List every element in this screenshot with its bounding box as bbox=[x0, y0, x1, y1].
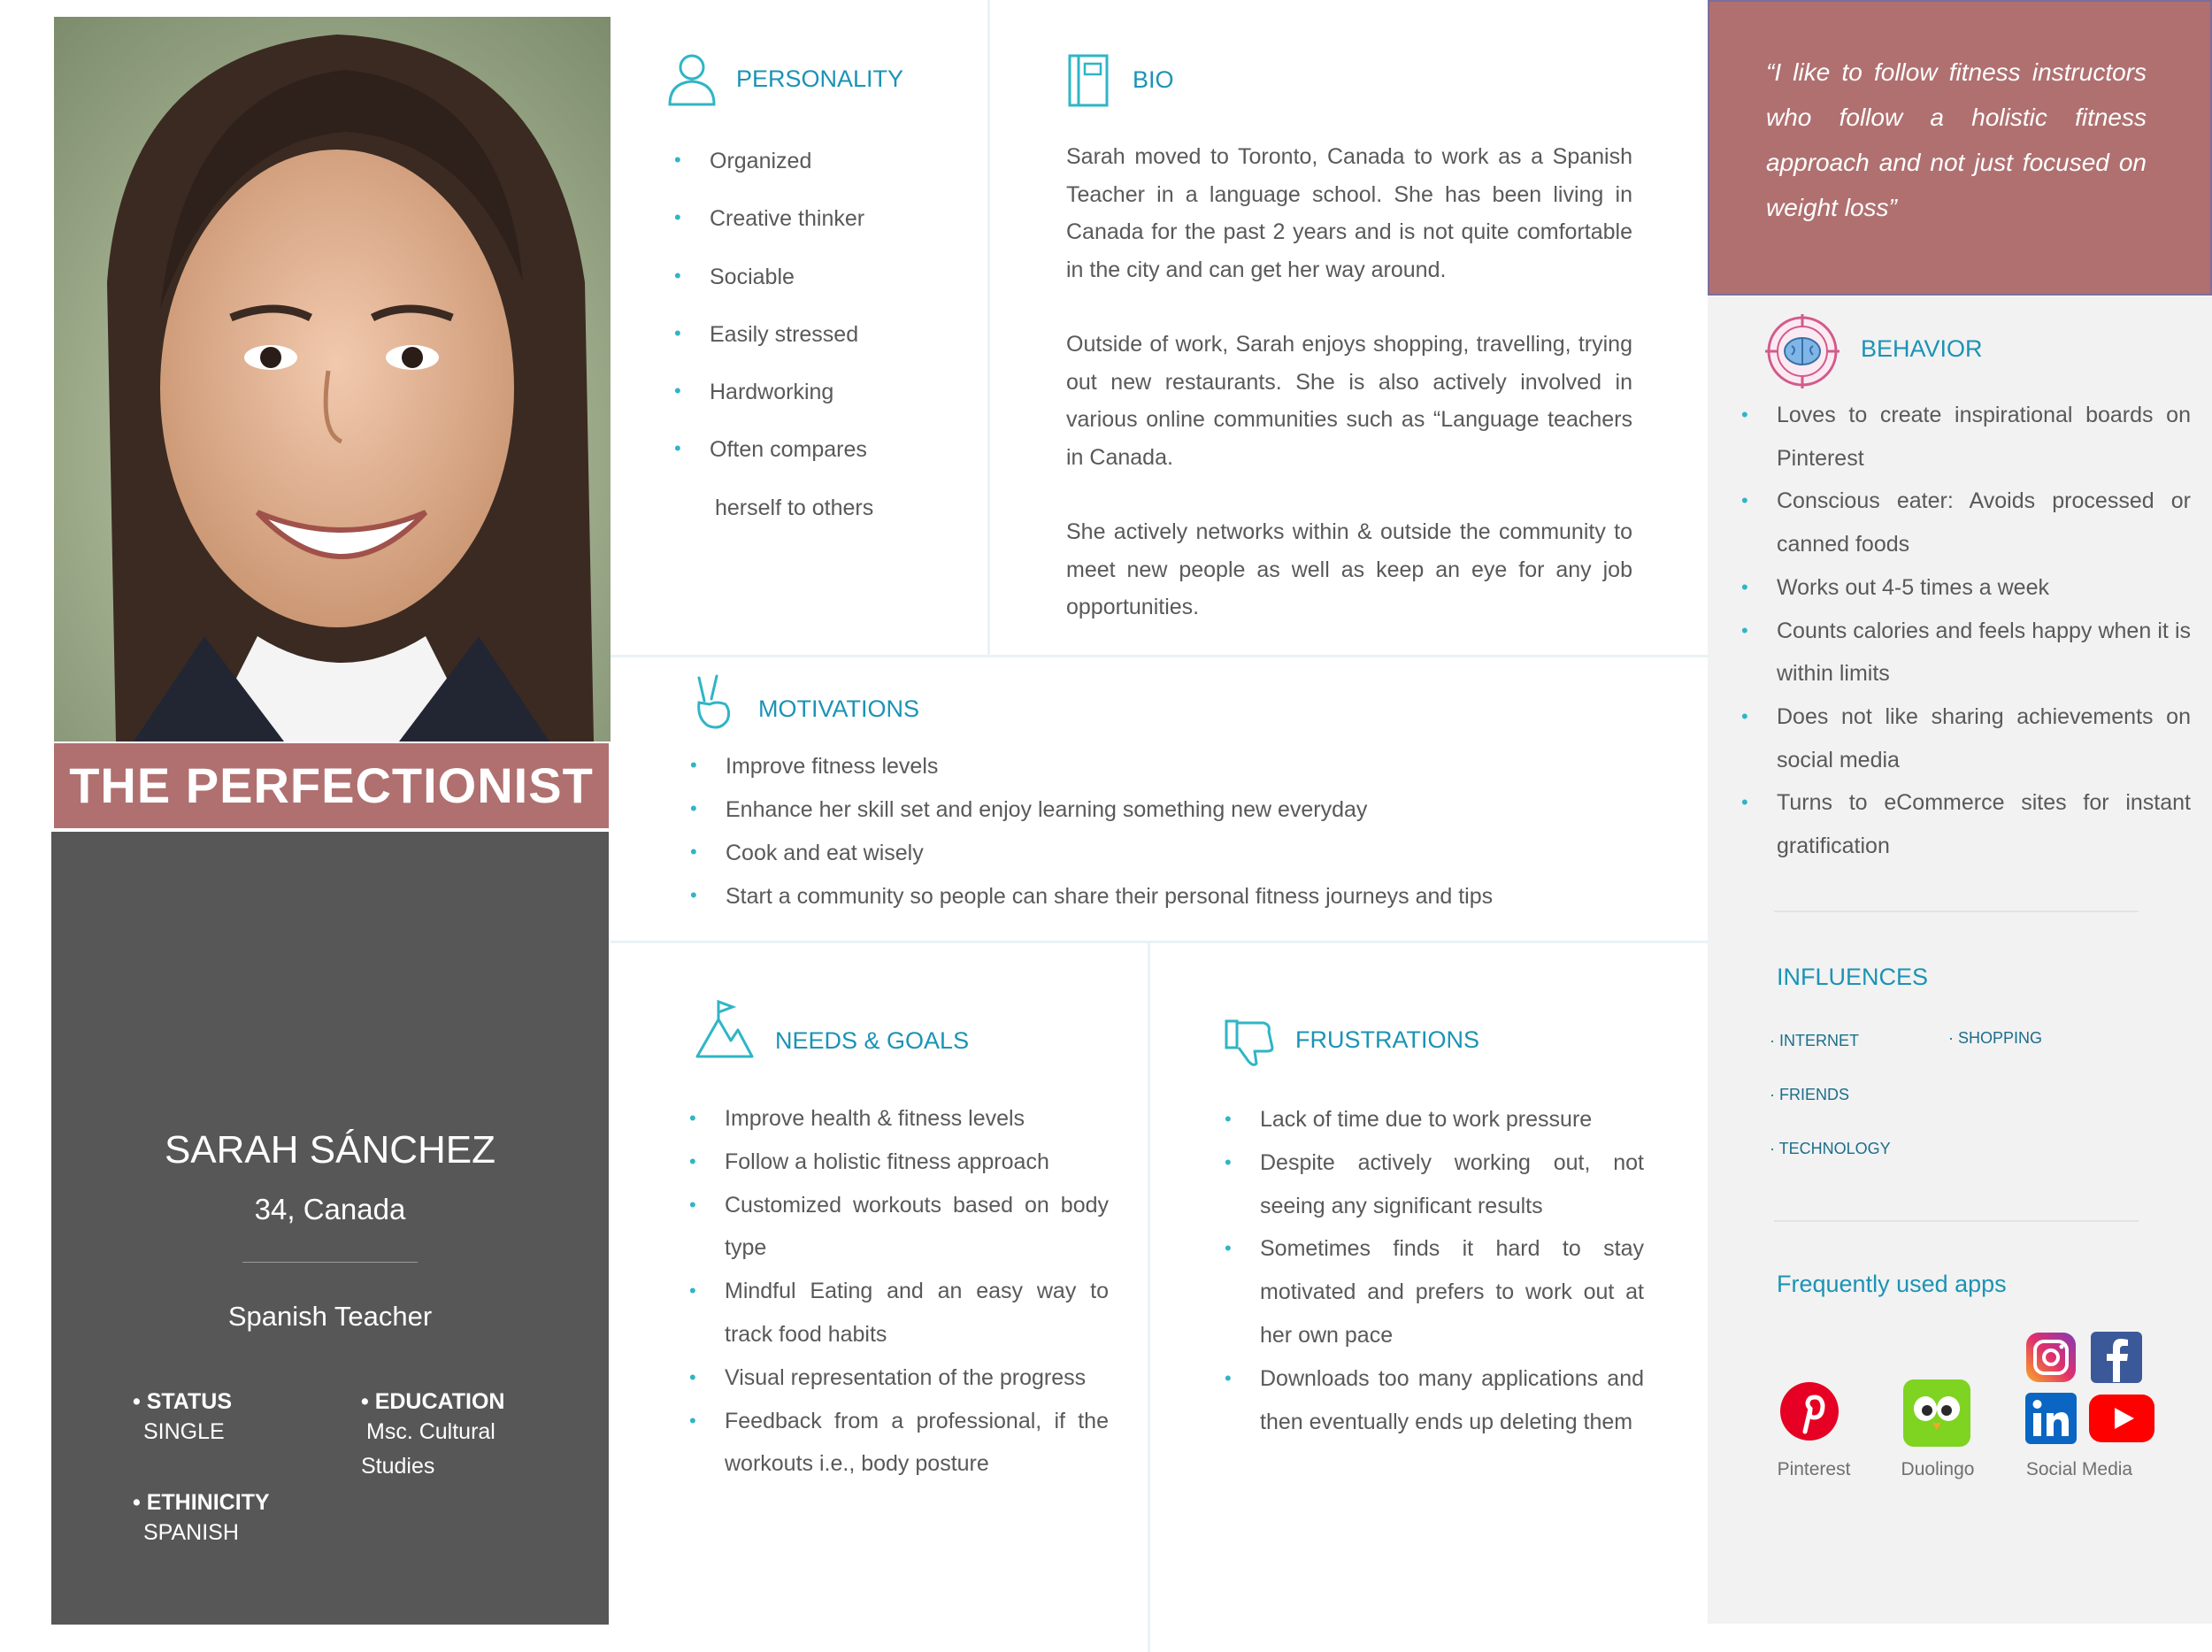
list-item: • Works out 4-5 times a week bbox=[1734, 566, 2191, 610]
profile-divider bbox=[242, 1262, 418, 1263]
influence-technology-label: TECHNOLOGY bbox=[1778, 1140, 1891, 1157]
list-item: • Organized bbox=[667, 149, 959, 206]
persona-age-location: 34, Canada bbox=[254, 1193, 406, 1226]
status-label-wrap: • STATUS bbox=[133, 1389, 232, 1414]
influence-internet: · INTERNET bbox=[1770, 1032, 1859, 1049]
list-item: • Customized workouts based on body type bbox=[682, 1184, 1109, 1271]
instagram-icon bbox=[2024, 1331, 2078, 1388]
list-item: • Sociable bbox=[667, 265, 959, 322]
list-item: • Creative thinker bbox=[667, 206, 959, 264]
pinterest-icon bbox=[1778, 1380, 1840, 1447]
education-label-wrap: • EDUCATION bbox=[361, 1389, 505, 1414]
list-item: • Hardworking bbox=[667, 380, 959, 437]
needs-goals-list bbox=[682, 1097, 1109, 1486]
ethnicity-block bbox=[133, 1490, 270, 1550]
frustrations-list bbox=[1217, 1098, 1644, 1443]
list-item: • Despite actively working out, not seeing any significant results bbox=[1217, 1141, 1644, 1228]
youtube-icon bbox=[2088, 1394, 2155, 1448]
frustrations-title: FRUSTRATIONS bbox=[1295, 1026, 1479, 1053]
education-value-line1: Msc. Cultural bbox=[366, 1419, 495, 1444]
motivations-list bbox=[683, 754, 1692, 927]
influence-shopping-label: SHOPPING bbox=[1958, 1029, 2043, 1047]
influence-shopping: · SHOPPING bbox=[1948, 1029, 2043, 1047]
influence-technology: · TECHNOLOGY bbox=[1770, 1140, 1891, 1157]
list-item: • Start a community so people can share their personal fitness journeys and tips bbox=[683, 884, 1692, 927]
persona-name: SARAH SÁNCHEZ bbox=[164, 1128, 496, 1172]
app-label-pinterest: Pinterest bbox=[1777, 1459, 1851, 1479]
list-item: • Sometimes finds it hard to stay motivated and prefers to work out at her own pace bbox=[1217, 1227, 1644, 1356]
list-item: • Cook and eat wisely bbox=[683, 841, 1692, 884]
list-item: • Often compares bbox=[667, 437, 959, 495]
mountain-flag-icon bbox=[695, 1000, 754, 1063]
list-item: • Mindful Eating and an easy way to track food habits bbox=[682, 1270, 1109, 1356]
education-block bbox=[361, 1389, 504, 1484]
bio-paragraph: Sarah moved to Toronto, Canada to work as a Spanish Teacher in a language school. She has been living in Canada for the past 2 years and is not quite comfortable in the city and can get her way around. bbox=[1066, 144, 1632, 282]
ethnicity-label-wrap: • ETHINICITY bbox=[133, 1490, 270, 1515]
duolingo-icon bbox=[1902, 1379, 1971, 1452]
persona-occupation: Spanish Teacher bbox=[227, 1301, 433, 1332]
status-label: STATUS bbox=[146, 1389, 232, 1414]
influence-friends: · FRIENDS bbox=[1770, 1086, 1850, 1103]
ethnicity-value: SPANISH bbox=[143, 1520, 239, 1545]
book-icon bbox=[1067, 53, 1110, 112]
list-item: • Improve fitness levels bbox=[683, 754, 1692, 797]
education-label: EDUCATION bbox=[374, 1389, 505, 1414]
list-item: • Visual representation of the progress bbox=[682, 1356, 1109, 1400]
influences-apps-divider bbox=[1774, 1220, 2139, 1222]
facebook-icon bbox=[2090, 1331, 2143, 1388]
personality-item-continuation: herself to others bbox=[715, 496, 874, 520]
profile-card bbox=[51, 832, 609, 1625]
status-value: SINGLE bbox=[143, 1419, 225, 1444]
linkedin-icon bbox=[2024, 1392, 2078, 1449]
divider-personality-bio bbox=[987, 0, 990, 657]
behavior-influences-divider bbox=[1774, 911, 2139, 912]
influence-friends-label: FRIENDS bbox=[1779, 1086, 1850, 1103]
behavior-list bbox=[1734, 394, 2191, 868]
list-item: • Improve health & fitness levels bbox=[682, 1097, 1109, 1141]
bio-text bbox=[1066, 138, 1632, 626]
list-item: • Conscious eater: Avoids processed or canned foods bbox=[1734, 480, 2191, 565]
bio-paragraph: Outside of work, Sarah enjoys shopping, travelling, trying out new restaurants. She is also actively involved in various online communities such as “Language teachers in Canada. bbox=[1066, 332, 1632, 470]
app-label-duolingo: Duolingo bbox=[1901, 1459, 1975, 1479]
education-value-line2: Studies bbox=[361, 1454, 435, 1479]
influence-internet-label: INTERNET bbox=[1779, 1032, 1859, 1049]
personality-title: PERSONALITY bbox=[736, 65, 904, 92]
list-item: • Easily stressed bbox=[667, 322, 959, 380]
ethnicity-label: ETHINICITY bbox=[146, 1490, 270, 1515]
list-item: • Counts calories and feels happy when it is within limits bbox=[1734, 610, 2191, 695]
bio-paragraph: She actively networks within & outside the community to meet new people as well as keep an eye for any job opportunities. bbox=[1066, 519, 1632, 619]
thumbs-down-icon bbox=[1225, 1018, 1276, 1072]
needs-goals-title: NEEDS & GOALS bbox=[775, 1027, 970, 1054]
apps-title: Frequently used apps bbox=[1777, 1271, 2007, 1297]
divider-top-motivations bbox=[611, 655, 1708, 657]
divider-motivations-bottom bbox=[611, 941, 1708, 943]
divider-needs-frustrations bbox=[1148, 943, 1150, 1652]
list-item: • Downloads too many applications and then eventually ends up deleting them bbox=[1217, 1357, 1644, 1444]
app-label-social-media: Social Media bbox=[2025, 1459, 2133, 1479]
brain-target-icon bbox=[1765, 314, 1839, 393]
list-item: • Turns to eCommerce sites for instant gratification bbox=[1734, 781, 2191, 867]
quote-card bbox=[1708, 0, 2212, 296]
victory-hand-icon bbox=[692, 674, 736, 735]
status-block bbox=[133, 1389, 232, 1449]
persona-photo bbox=[54, 17, 611, 741]
list-item: • Enhance her skill set and enjoy learning something new everyday bbox=[683, 797, 1692, 841]
list-item: • Feedback from a professional, if the workouts i.e., body posture bbox=[682, 1400, 1109, 1487]
list-item: • Lack of time due to work pressure bbox=[1217, 1098, 1644, 1141]
bio-title: BIO bbox=[1133, 66, 1174, 93]
personality-icon bbox=[665, 50, 718, 111]
list-item: • Loves to create inspirational boards on Pinterest bbox=[1734, 394, 2191, 480]
list-item: • Does not like sharing achievements on social media bbox=[1734, 695, 2191, 781]
motivations-title: MOTIVATIONS bbox=[758, 695, 919, 722]
list-item: • Follow a holistic fitness approach bbox=[682, 1141, 1109, 1184]
persona-quote: “I like to follow fitness instructors who follow a holistic fitness approach and not just focused on weight loss” bbox=[1766, 58, 2147, 221]
persona-headline: THE PERFECTIONIST bbox=[54, 743, 609, 828]
influences-title: INFLUENCES bbox=[1777, 964, 1929, 990]
personality-list bbox=[667, 149, 959, 496]
behavior-title: BEHAVIOR bbox=[1861, 335, 1983, 362]
